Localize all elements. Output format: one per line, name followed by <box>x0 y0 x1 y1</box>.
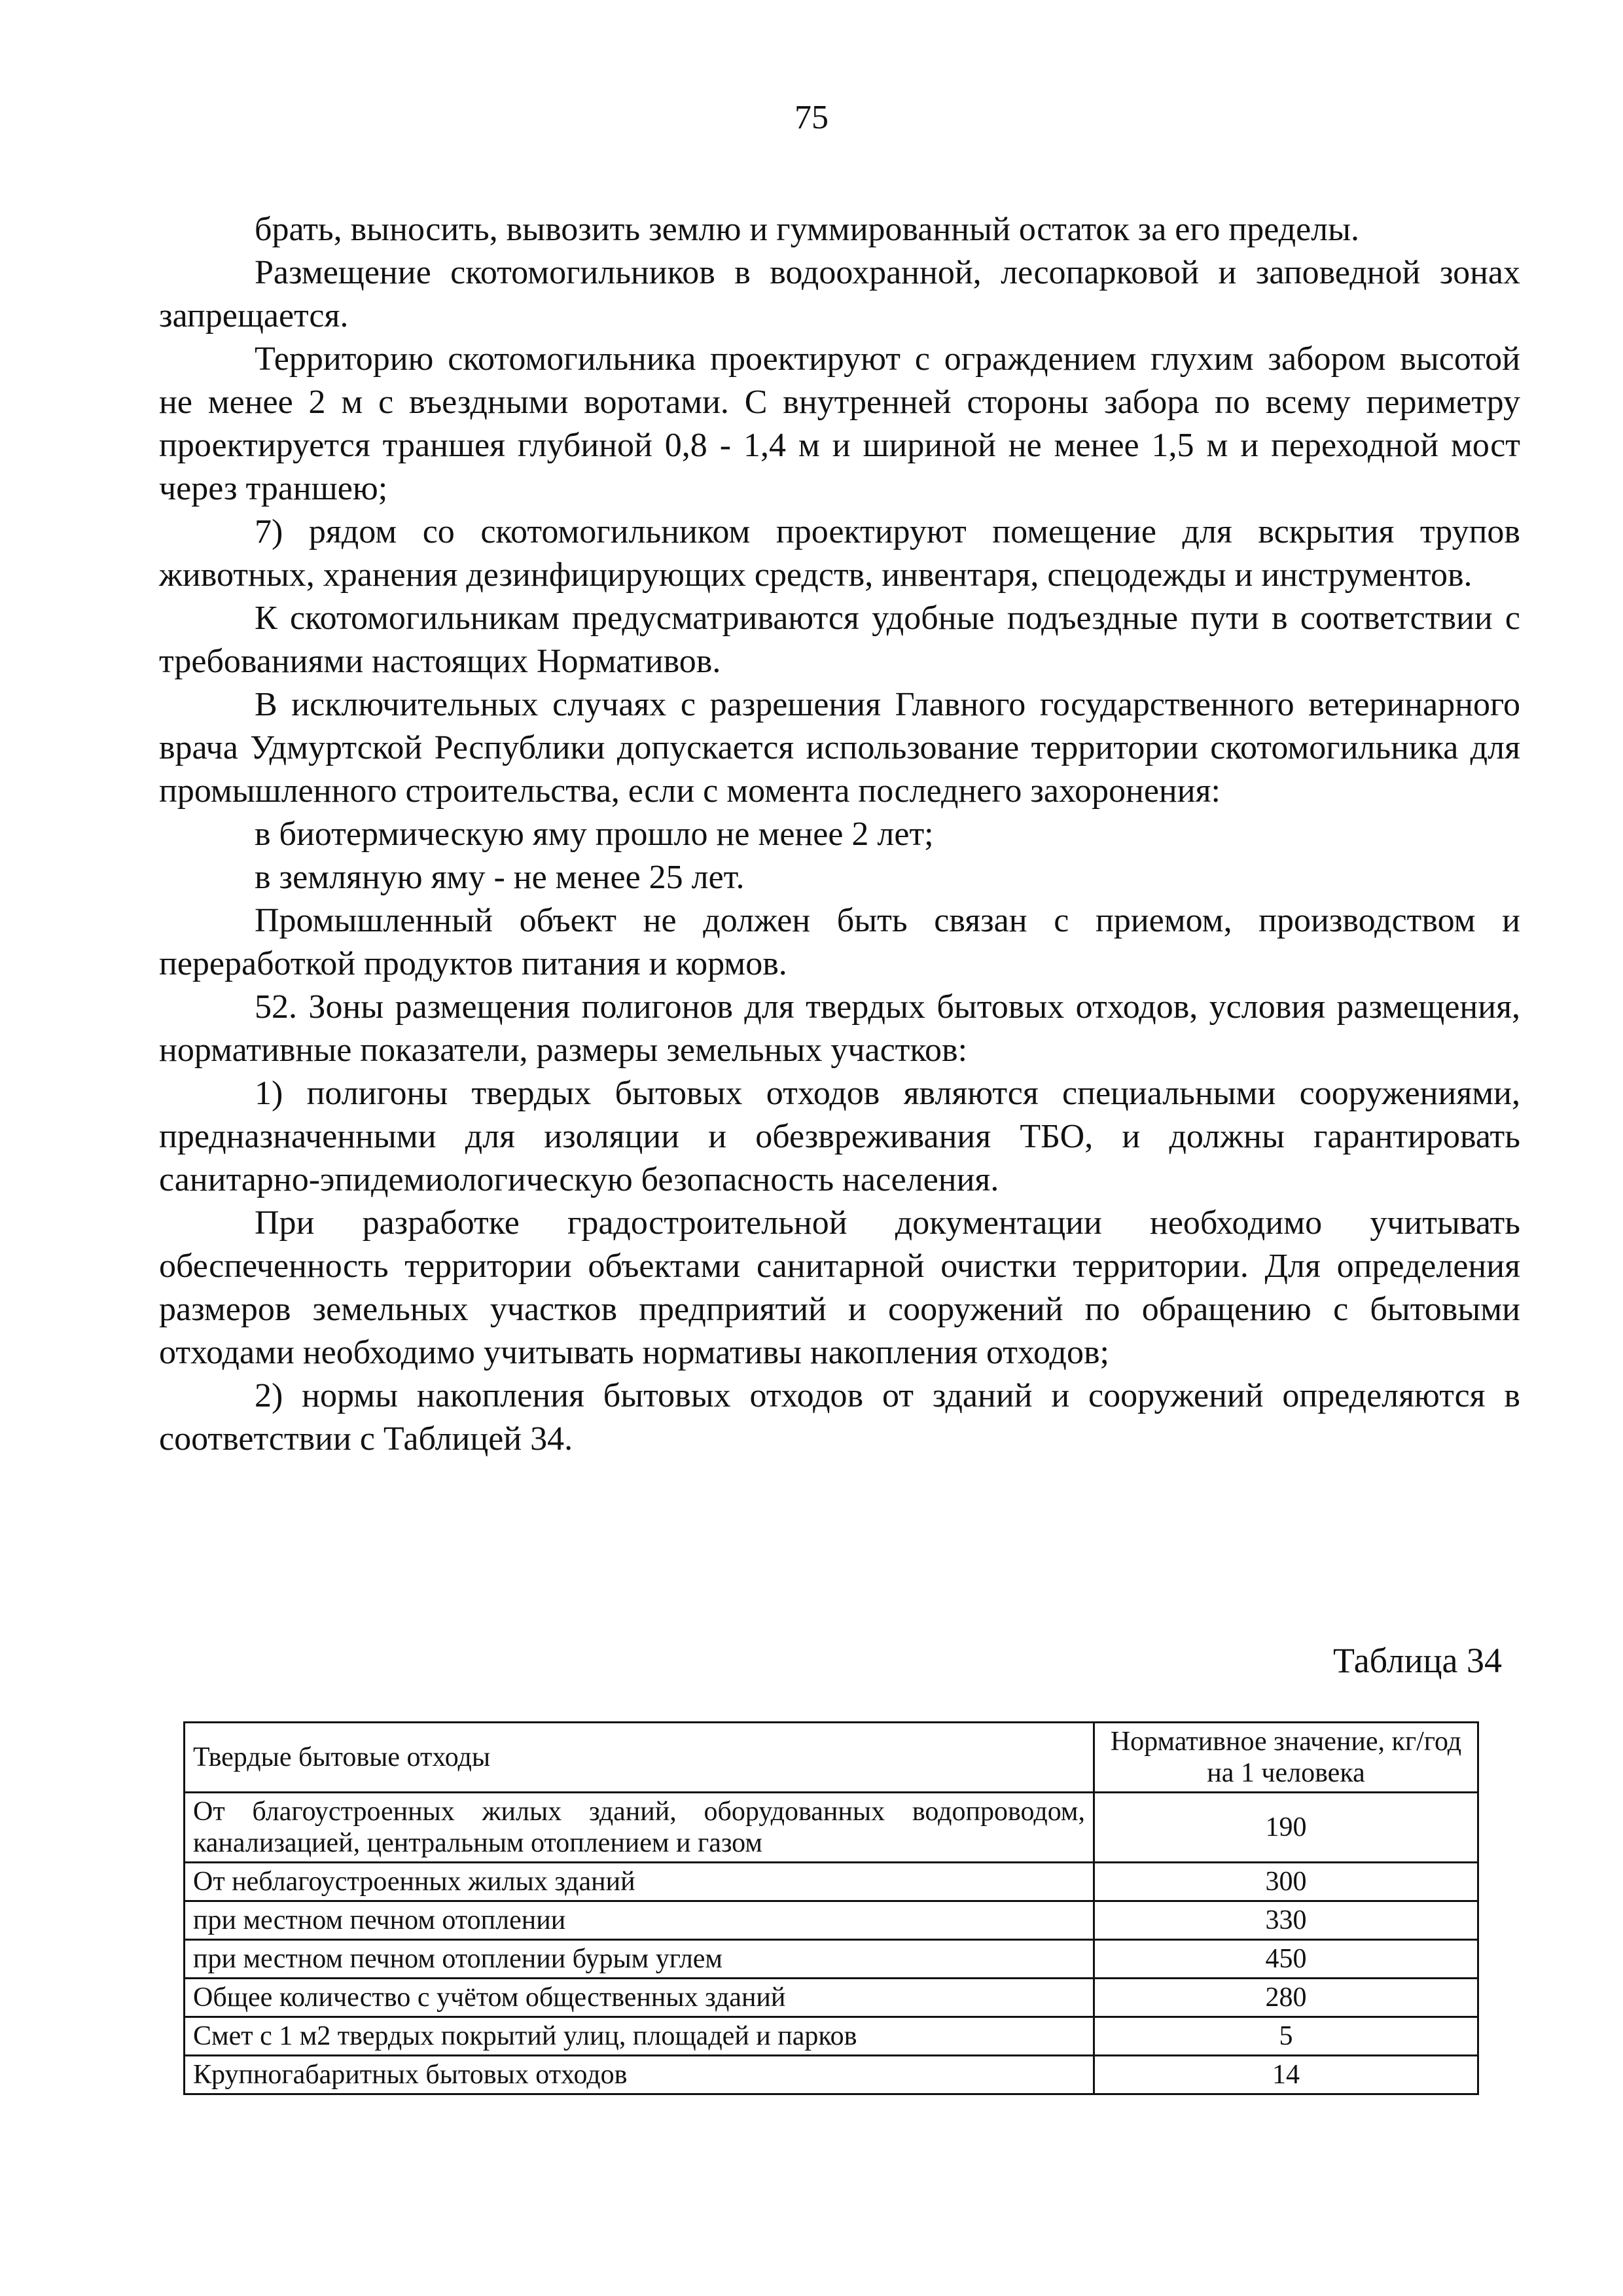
table-header-row <box>185 1723 1478 1793</box>
row-value: 330 <box>1094 1901 1478 1940</box>
paragraph: 1) полигоны твердых бытовых отходов являются специальными сооружениями, предназначенными для изоляции и обезвреживания ТБО, и должны гарантировать санитарно-эпидемиологическую безопасность населения. <box>159 1075 1520 1198</box>
waste-norms-table <box>183 1721 1479 2095</box>
row-value: 190 <box>1094 1793 1478 1863</box>
paragraph: 2) нормы накопления бытовых отходов от зданий и сооружений определяются в соответствии с Таблицей 34. <box>159 1377 1520 1458</box>
row-name: От неблагоустроенных жилых зданий <box>185 1863 1094 1901</box>
row-value: 300 <box>1094 1863 1478 1901</box>
paragraph: 7) рядом со скотомогильником проектируют помещение для вскрытия трупов животных, хранения дезинфицирующих средств, инвентаря, спецодежды и инструментов. <box>159 513 1520 594</box>
row-name: Общее количество с учётом общественных зданий <box>185 1979 1094 2017</box>
table-row <box>185 1793 1478 1863</box>
row-value: 450 <box>1094 1940 1478 1979</box>
row-value: 14 <box>1094 2056 1478 2094</box>
paragraph: В исключительных случаях с разрешения Главного государственного ветеринарного врача Удмуртской Республики допускается использование территории скотомогильника для промышленного строительства, если с момента последнего захоронения: <box>159 686 1520 810</box>
header-norm-value: Нормативное значение, кг/год на 1 человека <box>1094 1723 1478 1793</box>
row-value: 5 <box>1094 2017 1478 2056</box>
paragraph: Размещение скотомогильников в водоохранной, лесопарковой и заповедной зонах запрещается. <box>159 254 1520 334</box>
table-row <box>185 1979 1478 2017</box>
paragraph: К скотомогильникам предусматриваются удобные подъездные пути в соответствии с требованиями настоящих Нормативов. <box>159 600 1520 680</box>
row-name: при местном печном отоплении <box>185 1901 1094 1940</box>
page-number: 75 <box>794 99 829 136</box>
paragraph: Промышленный объект не должен быть связан с приемом, производством и переработкой продуктов питания и кормов. <box>159 902 1520 982</box>
row-name: при местном печном отоплении бурым углем <box>185 1940 1094 1979</box>
row-name: Крупногабаритных бытовых отходов <box>185 2056 1094 2094</box>
paragraph: При разработке градостроительной документации необходимо учитывать обеспеченность территории объектами санитарной очистки территории. Для определения размеров земельных участков предприятий и сооружений по обращению с бытовыми отходами необходимо учитывать нормативы накопления отходов; <box>159 1204 1520 1371</box>
table-row <box>185 2056 1478 2094</box>
paragraph: в земляную яму - не менее 25 лет. <box>255 859 745 896</box>
body-text <box>159 208 1520 1461</box>
table-row <box>185 2017 1478 2056</box>
table-row <box>185 1863 1478 1901</box>
row-name: Смет с 1 м2 твердых покрытий улиц, площадей и парков <box>185 2017 1094 2056</box>
table-row <box>185 1901 1478 1940</box>
paragraph: в биотермическую яму прошло не менее 2 лет; <box>255 816 934 853</box>
table-caption: Таблица 34 <box>1333 1641 1502 1680</box>
header-waste-type: Твердые бытовые отходы <box>185 1723 1094 1793</box>
paragraph: брать, выносить, вывозить землю и гуммированный остаток за его пределы. <box>255 211 1360 248</box>
paragraph: Территорию скотомогильника проектируют с ограждением глухим забором высотой не менее 2 м с въездными воротами. С внутренней стороны забора по всему периметру проектируется траншея глубиной 0,8 - 1,4 м и шириной не менее 1,5 м и переходной мост через траншею; <box>159 340 1520 507</box>
paragraph: 52. Зоны размещения полигонов для твердых бытовых отходов, условия размещения, нормативные показатели, размеры земельных участков: <box>159 988 1520 1069</box>
row-name: От благоустроенных жилых зданий, оборудованных водопроводом, канализацией, центральным отоплением и газом <box>185 1793 1094 1863</box>
table-row <box>185 1940 1478 1979</box>
row-value: 280 <box>1094 1979 1478 2017</box>
